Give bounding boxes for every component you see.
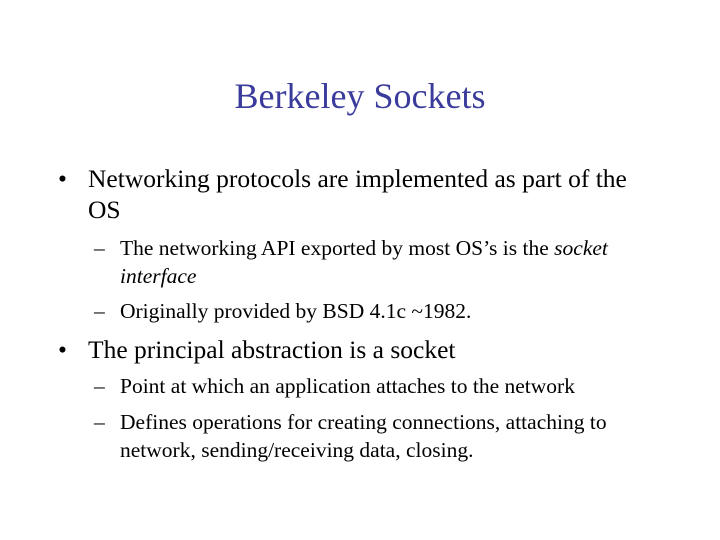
slide-title: Berkeley Sockets	[234, 76, 486, 116]
bullet-text: Networking protocols are implemented as part of the OS	[88, 164, 627, 224]
bullet-item	[58, 334, 658, 365]
sub-bullet-text	[120, 234, 654, 290]
sub-bullet-marker: –	[94, 374, 105, 398]
sub-bullet-text: Originally provided by BSD 4.1c ~1982.	[120, 299, 472, 323]
sub-bullet-text-plain: The networking API exported by most OS’s is the	[120, 236, 555, 260]
sub-bullet-item	[94, 372, 654, 400]
sub-bullet-marker: –	[94, 236, 105, 260]
sub-bullet-marker: –	[94, 299, 105, 323]
bullet-marker: •	[58, 164, 67, 193]
bullet-text: The principal abstraction is a socket	[88, 335, 456, 364]
sub-bullet-text-italic: socket interface	[120, 236, 608, 288]
sub-bullet-item	[94, 297, 654, 325]
bullet-item	[58, 163, 658, 225]
sub-bullet-item	[94, 408, 654, 464]
sub-bullet-text: Point at which an application attaches to the network	[120, 374, 575, 398]
sub-bullet-marker: –	[94, 410, 105, 434]
sub-bullet-text: Defines operations for creating connections, attaching to network, sending/receiving data, closing.	[120, 410, 607, 462]
bullet-marker: •	[58, 335, 67, 364]
sub-bullet-item	[94, 234, 654, 290]
